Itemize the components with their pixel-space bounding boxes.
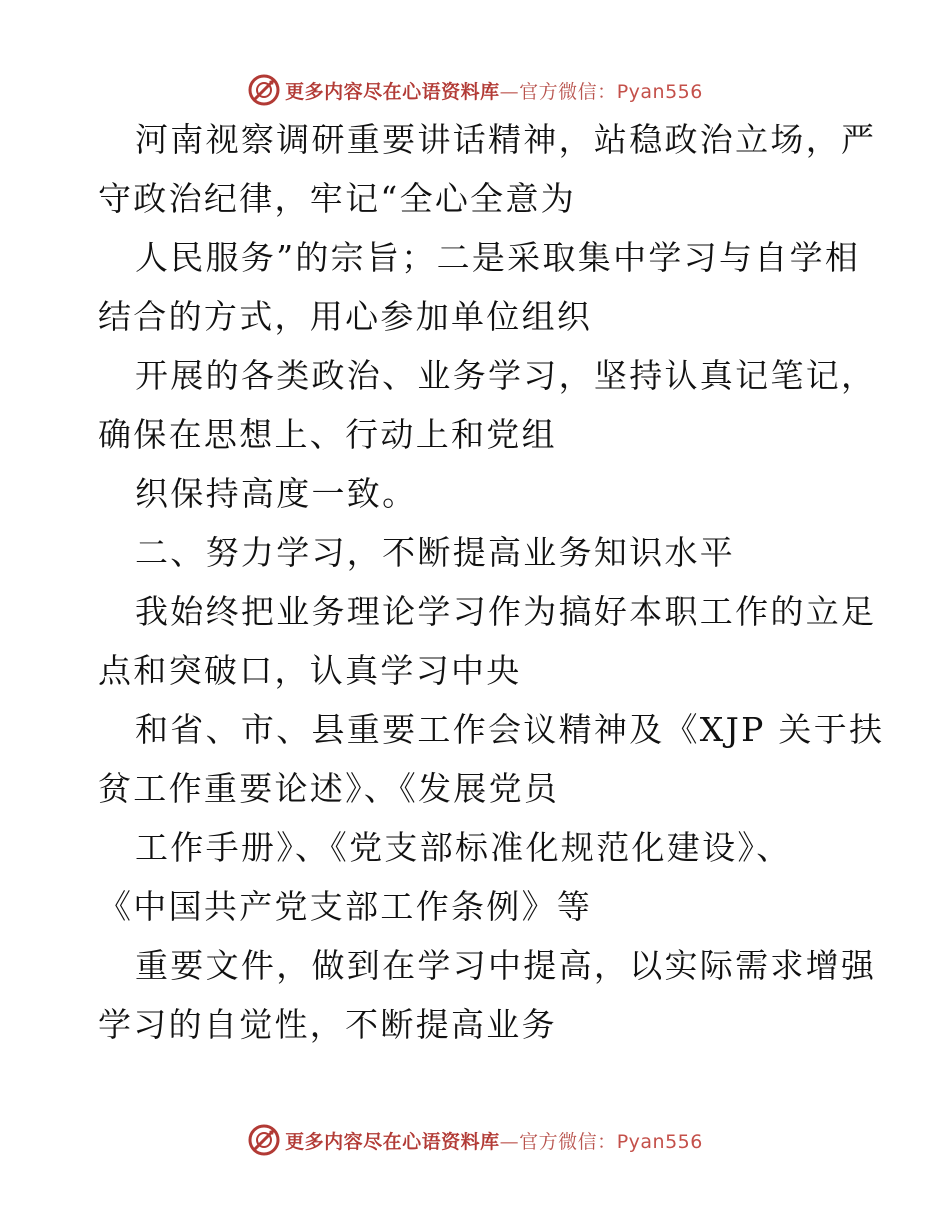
text-line: 点和突破口，认真学习中央 xyxy=(98,651,522,690)
text-line: 开展的各类政治、业务学习，坚持认真记笔记， xyxy=(135,356,877,395)
banner-title: 更多内容尽在心语资料库 xyxy=(285,1130,500,1153)
text-line: 和省、市、县重要工作会议精神及《XJP 关于扶 xyxy=(135,710,885,749)
banner-wechat-id: Pyan556 xyxy=(616,80,703,103)
text-line: 贫工作重要论述》、《发展党员 xyxy=(98,769,560,808)
section-heading: 二、努力学习，不断提高业务知识水平 xyxy=(135,533,736,572)
banner-wechat-id: Pyan556 xyxy=(616,1130,703,1153)
banner-separator: — xyxy=(499,1130,520,1153)
text-line: 人民服务”的宗旨；二是采取集中学习与自学相 xyxy=(135,238,861,277)
text-line: 学习的自觉性，不断提高业务 xyxy=(98,1005,557,1044)
brand-logo-icon xyxy=(247,1123,281,1157)
text-line: 织保持高度一致。 xyxy=(135,474,418,513)
text-line: 我始终把业务理论学习作为搞好本职工作的立足 xyxy=(135,592,877,631)
header-watermark-banner xyxy=(0,70,950,110)
text-line: 确保在思想上、行动上和党组 xyxy=(98,415,557,454)
brand-logo-icon xyxy=(247,73,281,107)
banner-title: 更多内容尽在心语资料库 xyxy=(285,80,500,103)
banner-subtitle: 官方微信： xyxy=(519,80,617,103)
text-line: 《中国共产党支部工作条例》等 xyxy=(98,887,593,926)
text-line: 重要文件，做到在学习中提高，以实际需求增强 xyxy=(135,946,877,985)
banner-subtitle: 官方微信： xyxy=(519,1130,617,1153)
text-line: 工作手册》、《党支部标准化规范化建设》、 xyxy=(135,828,792,867)
text-line: 河南视察调研重要讲话精神，站稳政治立场，严 xyxy=(135,120,877,159)
text-line: 守政治纪律，牢记“全心全意为 xyxy=(98,179,577,218)
text-line: 结合的方式，用心参加单位组织 xyxy=(98,297,593,336)
footer-watermark-banner xyxy=(0,1120,950,1160)
banner-separator: — xyxy=(499,80,520,103)
